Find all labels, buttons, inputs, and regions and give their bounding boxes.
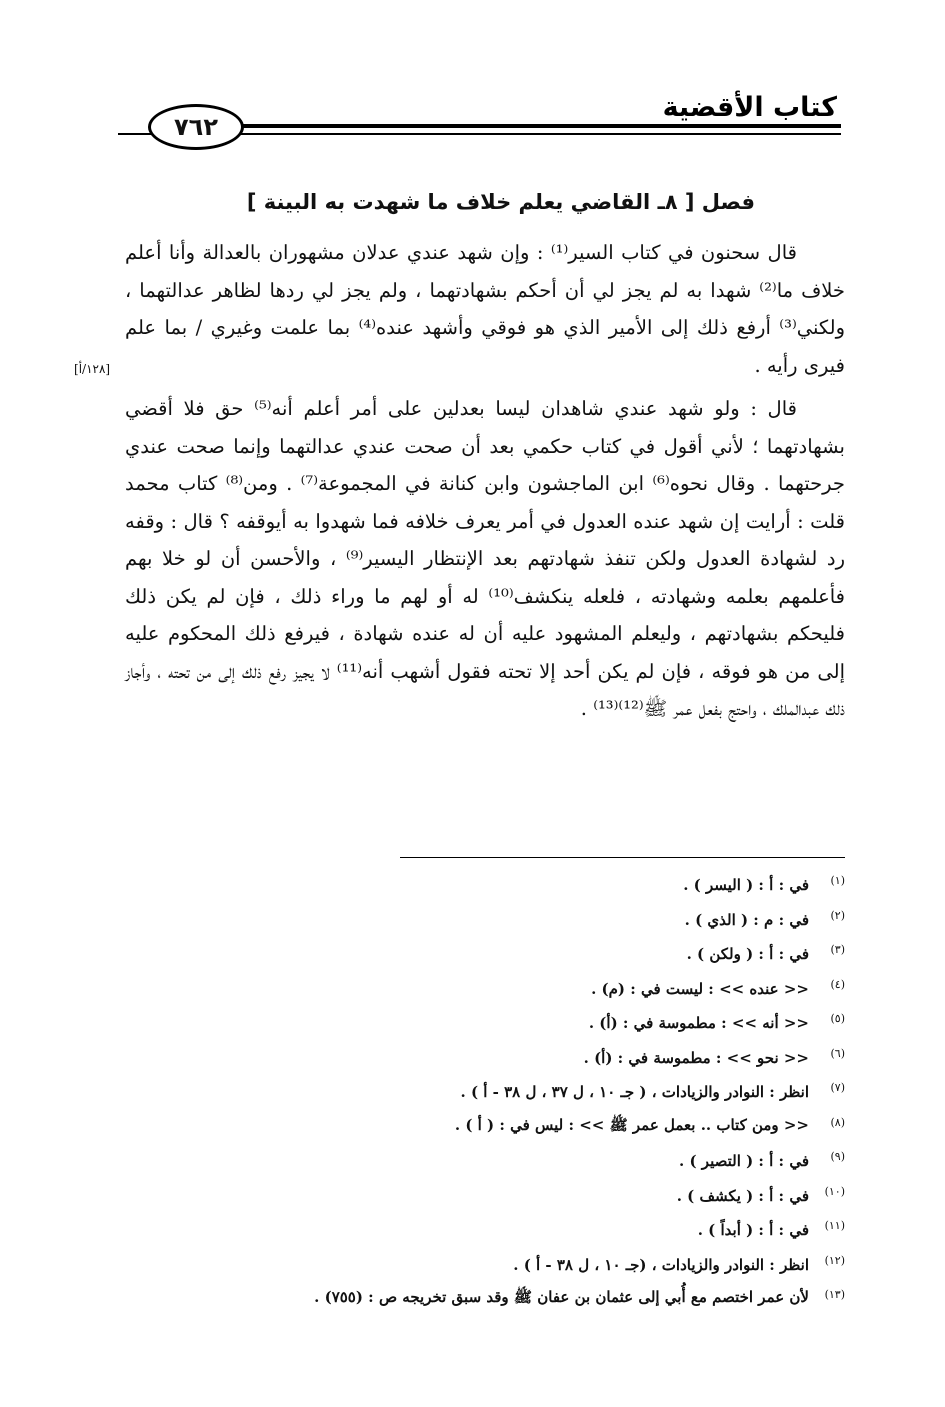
page-number-badge [148, 104, 244, 150]
footnote [125, 1213, 845, 1248]
footnote-number: (١٠) [824, 1184, 845, 1198]
footnote-number: (٨) [830, 1115, 845, 1129]
margin-folio-reference: [١٢٨/أ] [74, 362, 111, 376]
main-text [125, 234, 845, 728]
footnote-text: في : أ : ( ولكن ) . [686, 945, 809, 964]
footnote-list [125, 868, 845, 1317]
footnote-text: لأن عمر اختصم مع أُبي إلى عثمان بن عفان ﷺ وقد سبق تخريجه ص : (٧٥٥) . [314, 1288, 809, 1307]
footnote-text: في : أ : ( التصير ) . [679, 1152, 809, 1171]
footnote-number: (١٢) [824, 1253, 845, 1267]
footnote-number: (٣) [830, 943, 845, 956]
paragraph: قال : ولو شهد عندي شاهدان ليسا بعدلين على أمر أعلم أنه⁽⁵⁾ حق فلا أقضي بشهادتهما ؛ لأني أقول في كتاب حكمي بعد أن صحت عندي عدالتهما وإنما صحت عندي جرحتهما . وقال نحوه⁽⁶⁾ ابن الماجشون وابن كنانة في المجموعة⁽⁷⁾ . ومن⁽⁸⁾ كتاب محمد قلت : أرايت إن شهد عنده العدول في أمر يعرف خلافه فما شهدوا به أيوقفه ؟ قال : وقفه رد لشهادة العدول ولكن تنفذ شهادتهم بعد الإنتظار اليسير⁽⁹⁾ ، والأحسن أن لو خلا بهم فأعلمهم بعلمه وشهادته ، فلعله ينكشف⁽¹⁰⁾ له أو لهم ما وراء ذلك ، فإن لم يكن ذلك فليحكم بشهادتهم ، وليعلم المشهود عليه أن له عنده شهادة ، فيرفع ذلك المحكوم عليه إلى من هو فوقه ، فإن لم يكن أحد إلا تحته فقول أشهب أنه⁽¹¹⁾ لا يجيز رفع ذلك إلى من تحته ، وأجاز ذلك عبدالملك ، واحتج بفعل عمر ﷺ⁽¹²⁾⁽¹³⁾ . [125, 397, 846, 720]
footnote-text: << أنه >> : مطموسة في : (أ) . [588, 1014, 809, 1033]
footnote-number: (٢) [830, 908, 845, 922]
footnote [125, 1248, 845, 1283]
footnote-text: في : أ : ( أبداً ) . [697, 1221, 809, 1240]
footnote-text: في : أ : ( اليسر ) . [683, 876, 809, 895]
footnote-text: << نحو >> : مطموسة في : (أ) . [583, 1048, 809, 1067]
footnote-number: (٥) [830, 1012, 845, 1025]
footnote [125, 1041, 845, 1076]
footnote-number: (٤) [830, 977, 845, 991]
footnote [125, 1110, 845, 1145]
footnote-text: انظر : النوادر والزيادات ، ( جـ ١٠ ، ل ٣٧ ، ل ٣٨ - أ ) . [460, 1083, 809, 1102]
footnote-text: << عنده >> : ليست في : (م) . [591, 979, 809, 998]
footnote-text: في : م : ( الذي ) . [684, 910, 809, 929]
footnote [125, 937, 845, 972]
footnote [125, 972, 845, 1007]
running-header-title: كتاب الأقضية [662, 92, 837, 123]
footnote [125, 1075, 845, 1110]
footnote-number: (٧) [830, 1081, 845, 1094]
footnote-number: (١) [830, 874, 845, 887]
footnote-text: في : أ : ( يكشف ) . [676, 1186, 809, 1205]
footnote [125, 1179, 845, 1214]
footnote [125, 868, 845, 903]
page-number: ٧٦٢ [174, 113, 218, 141]
footnote-number: (١١) [824, 1219, 845, 1232]
footnote-number: (١٣) [824, 1288, 845, 1301]
paragraph: قال سحنون في كتاب السير⁽¹⁾ : وإن شهد عندي عدلان مشهوران بالعدالة وأنا أعلم خلاف ما⁽²⁾ شهدا به لم يجز لي أن أحكم بشهادتهما ، ولم يجز لي ردها لظاهر عدالتهما ، ولكني⁽³⁾ أرفع ذلك إلى الأمير الذي هو فوقي وأشهد عنده⁽⁴⁾ بما علمت وغيري / بما علم فيرى رأيه . [125, 241, 845, 377]
footnote-number: (٩) [830, 1150, 845, 1163]
header-rule-thick [240, 124, 841, 128]
footnote-number: (٦) [830, 1046, 845, 1060]
footnote-text: << ومن كتاب .. بعمل عمر ﷺ >> : ليس في : ( أ ) . [454, 1115, 809, 1134]
footnote [125, 903, 845, 938]
section-heading: فصل [ ٨ـ القاضي يعلم خلاف ما شهدت به البينة ] [246, 190, 755, 214]
footnote [125, 1144, 845, 1179]
footnote-separator [400, 857, 845, 858]
footnote [125, 1006, 845, 1041]
footnote [125, 1282, 845, 1317]
footnote-text: انظر : النوادر والزيادات ، (جـ ١٠ ، ل ٣٨ - أ ) . [513, 1255, 809, 1274]
